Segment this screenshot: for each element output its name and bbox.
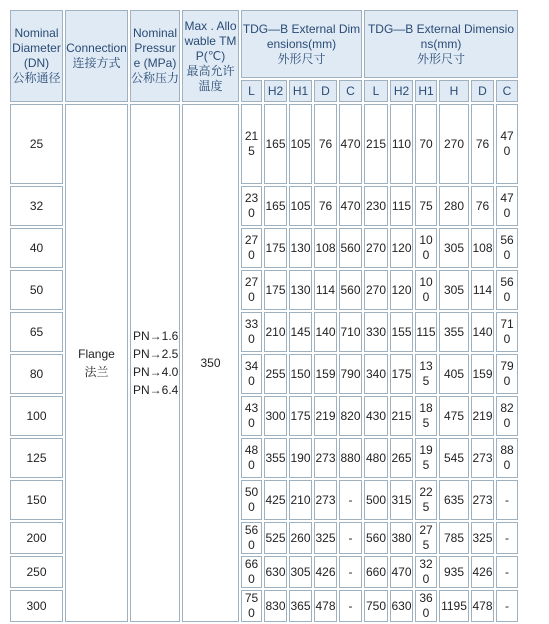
right-value-h: 635: [439, 480, 469, 520]
right-value-d: 76: [471, 104, 494, 184]
left-value-h1: 130: [289, 270, 312, 310]
right-value-d: 108: [471, 228, 494, 268]
right-value-c: 560: [496, 228, 518, 268]
right-value-h2: 120: [390, 270, 413, 310]
sub-header-left-l: L: [241, 80, 262, 102]
left-value-h1: 190: [289, 438, 312, 478]
left-value-d: 159: [314, 354, 337, 394]
right-value-h1: 185: [415, 396, 437, 436]
tdg2-dimensions-header-zh: 外形尺寸: [416, 51, 465, 66]
right-value-h1: 115: [415, 312, 437, 352]
left-value-c: 560: [339, 270, 362, 310]
right-value-h2: 175: [390, 354, 413, 394]
left-value-l: 270: [241, 270, 262, 310]
left-value-l: 215: [241, 104, 262, 184]
left-value-l: 270: [241, 228, 262, 268]
left-value-h1: 175: [289, 396, 312, 436]
right-value-h1: 225: [415, 480, 437, 520]
right-value-h: 355: [439, 312, 469, 352]
right-value-h: 305: [439, 270, 469, 310]
tdg-dimensions-header: [241, 10, 362, 78]
right-value-l: 560: [364, 522, 388, 554]
tdg2-dimensions-header: [364, 10, 518, 78]
right-value-c: 790: [496, 354, 518, 394]
sub-header-left-d: D: [314, 80, 337, 102]
right-value-h: 280: [439, 186, 469, 226]
right-value-c: 710: [496, 312, 518, 352]
right-value-h2: 315: [390, 480, 413, 520]
right-value-l: 660: [364, 556, 388, 588]
sub-header-right-h2: H2: [390, 80, 413, 102]
sub-header-right-h: H: [439, 80, 469, 102]
dn-cell: 32: [10, 186, 63, 226]
max-tmp-header-en: Max . Allowable TMP(℃): [184, 18, 237, 63]
left-value-h2: 255: [264, 354, 287, 394]
right-value-l: 340: [364, 354, 388, 394]
left-value-l: 430: [241, 396, 262, 436]
left-value-h1: 130: [289, 228, 312, 268]
left-value-d: 273: [314, 480, 337, 520]
left-value-h2: 175: [264, 270, 287, 310]
right-value-h2: 110: [390, 104, 413, 184]
left-value-d: 325: [314, 522, 337, 554]
dn-cell: 200: [10, 522, 63, 554]
right-value-h: 545: [439, 438, 469, 478]
left-value-l: 500: [241, 480, 262, 520]
right-value-h: 475: [439, 396, 469, 436]
right-value-h: 270: [439, 104, 469, 184]
right-value-c: 820: [496, 396, 518, 436]
sub-header-right-h1: H1: [415, 80, 437, 102]
tdg2-dimensions-header-en: TDG—B External Dimensions(mm): [367, 21, 515, 51]
right-value-d: 478: [471, 590, 494, 622]
right-value-c: 560: [496, 270, 518, 310]
right-value-h: 785: [439, 522, 469, 554]
left-value-h2: 210: [264, 312, 287, 352]
left-value-h1: 365: [289, 590, 312, 622]
left-value-h1: 105: [289, 104, 312, 184]
sub-header-right-l: L: [364, 80, 388, 102]
right-value-c: -: [496, 590, 518, 622]
right-value-d: 273: [471, 480, 494, 520]
left-value-h1: 260: [289, 522, 312, 554]
connection-header-en: Connection: [66, 41, 127, 55]
right-value-h: 305: [439, 228, 469, 268]
left-value-c: -: [339, 480, 362, 520]
pressure-item: PN→2.5: [133, 347, 179, 361]
left-value-h2: 165: [264, 186, 287, 226]
pressure-item: PN→6.4: [133, 383, 179, 397]
left-value-c: -: [339, 590, 362, 622]
left-value-c: 710: [339, 312, 362, 352]
right-value-h1: 100: [415, 270, 437, 310]
left-value-l: 560: [241, 522, 262, 554]
nominal-diameter-header-en: Nominal Diameter (DN): [12, 26, 61, 70]
right-value-l: 480: [364, 438, 388, 478]
right-value-l: 270: [364, 270, 388, 310]
right-value-c: 470: [496, 186, 518, 226]
right-value-h1: 195: [415, 438, 437, 478]
left-value-h2: 300: [264, 396, 287, 436]
left-value-d: 114: [314, 270, 337, 310]
right-value-d: 325: [471, 522, 494, 554]
nominal-pressure-header-zh: 公称压力: [131, 71, 180, 85]
right-value-h2: 115: [390, 186, 413, 226]
left-value-d: 219: [314, 396, 337, 436]
left-value-l: 330: [241, 312, 262, 352]
right-value-h1: 275: [415, 522, 437, 554]
right-value-c: -: [496, 480, 518, 520]
left-value-d: 108: [314, 228, 337, 268]
right-value-d: 114: [471, 270, 494, 310]
sub-header-left-h2: H2: [264, 80, 287, 102]
right-value-h2: 470: [390, 556, 413, 588]
right-value-d: 76: [471, 186, 494, 226]
max-tmp-cell: 350: [182, 104, 239, 622]
right-value-h: 405: [439, 354, 469, 394]
right-value-d: 273: [471, 438, 494, 478]
right-value-h1: 320: [415, 556, 437, 588]
connection-header-zh: 连接方式: [72, 56, 121, 70]
right-value-l: 330: [364, 312, 388, 352]
sub-header-left-h1: H1: [289, 80, 312, 102]
right-value-l: 430: [364, 396, 388, 436]
right-value-h1: 70: [415, 104, 437, 184]
right-value-l: 750: [364, 590, 388, 622]
nominal-pressure-header: [130, 10, 180, 102]
left-value-h2: 425: [264, 480, 287, 520]
right-value-h1: 360: [415, 590, 437, 622]
right-value-l: 500: [364, 480, 388, 520]
left-value-c: 470: [339, 186, 362, 226]
right-value-l: 230: [364, 186, 388, 226]
max-tmp-header-zh: 最高允许温度: [186, 63, 235, 93]
left-value-d: 140: [314, 312, 337, 352]
right-value-h: 1195: [439, 590, 469, 622]
left-value-h1: 210: [289, 480, 312, 520]
left-value-h1: 105: [289, 186, 312, 226]
left-value-l: 480: [241, 438, 262, 478]
left-value-l: 660: [241, 556, 262, 588]
connection-en: Flange: [78, 347, 115, 361]
nominal-diameter-header-zh: 公称通径: [12, 71, 61, 85]
dn-cell: 50: [10, 270, 63, 310]
tdg-dimensions-header-zh: 外形尺寸: [277, 51, 326, 66]
sub-header-right-d: D: [471, 80, 494, 102]
right-value-c: 470: [496, 104, 518, 184]
left-value-l: 230: [241, 186, 262, 226]
left-value-c: 560: [339, 228, 362, 268]
right-value-h2: 380: [390, 522, 413, 554]
left-value-h2: 630: [264, 556, 287, 588]
left-value-c: 880: [339, 438, 362, 478]
left-value-c: 790: [339, 354, 362, 394]
left-value-d: 426: [314, 556, 337, 588]
right-value-h2: 215: [390, 396, 413, 436]
sub-header-right-c: C: [496, 80, 518, 102]
left-value-h2: 525: [264, 522, 287, 554]
right-value-h2: 155: [390, 312, 413, 352]
dn-cell: 25: [10, 104, 63, 184]
left-value-d: 273: [314, 438, 337, 478]
right-value-l: 270: [364, 228, 388, 268]
right-value-h1: 100: [415, 228, 437, 268]
dn-cell: 300: [10, 590, 63, 622]
left-value-h1: 150: [289, 354, 312, 394]
left-value-h1: 145: [289, 312, 312, 352]
right-value-d: 426: [471, 556, 494, 588]
connection-zh: 法兰: [84, 365, 109, 379]
pressure-cell: [130, 104, 180, 622]
dn-cell: 40: [10, 228, 63, 268]
table-row: [10, 104, 518, 184]
connection-header: [65, 10, 128, 102]
left-value-h2: 830: [264, 590, 287, 622]
pressure-item: PN→1.6: [133, 329, 179, 343]
nominal-pressure-header-en: Nominal Pressure (MPa): [132, 26, 177, 70]
left-value-c: -: [339, 522, 362, 554]
tdg-dimensions-header-en: TDG—B External Dimensions(mm): [242, 21, 361, 51]
left-value-h1: 305: [289, 556, 312, 588]
connection-cell: [65, 104, 128, 622]
right-value-h2: 630: [390, 590, 413, 622]
left-value-l: 750: [241, 590, 262, 622]
left-value-c: 820: [339, 396, 362, 436]
right-value-h1: 135: [415, 354, 437, 394]
right-value-h1: 75: [415, 186, 437, 226]
dn-cell: 80: [10, 354, 63, 394]
left-value-h2: 165: [264, 104, 287, 184]
right-value-c: 880: [496, 438, 518, 478]
dn-cell: 65: [10, 312, 63, 352]
left-value-h2: 175: [264, 228, 287, 268]
dn-cell: 250: [10, 556, 63, 588]
left-value-d: 478: [314, 590, 337, 622]
pressure-item: PN→4.0: [133, 365, 179, 379]
max-tmp-header: [182, 10, 239, 102]
dn-cell: 100: [10, 396, 63, 436]
right-value-l: 215: [364, 104, 388, 184]
left-value-c: -: [339, 556, 362, 588]
left-value-c: 470: [339, 104, 362, 184]
right-value-d: 219: [471, 396, 494, 436]
left-value-l: 340: [241, 354, 262, 394]
right-value-d: 140: [471, 312, 494, 352]
nominal-diameter-header: [10, 10, 63, 102]
dn-cell: 125: [10, 438, 63, 478]
dimension-table: [8, 8, 520, 624]
right-value-h2: 120: [390, 228, 413, 268]
right-value-h: 935: [439, 556, 469, 588]
sub-header-left-c: C: [339, 80, 362, 102]
left-value-d: 76: [314, 104, 337, 184]
right-value-d: 159: [471, 354, 494, 394]
left-value-d: 76: [314, 186, 337, 226]
dn-cell: 150: [10, 480, 63, 520]
right-value-c: -: [496, 556, 518, 588]
header-row: [10, 10, 518, 78]
left-value-h2: 355: [264, 438, 287, 478]
right-value-c: -: [496, 522, 518, 554]
right-value-h2: 265: [390, 438, 413, 478]
